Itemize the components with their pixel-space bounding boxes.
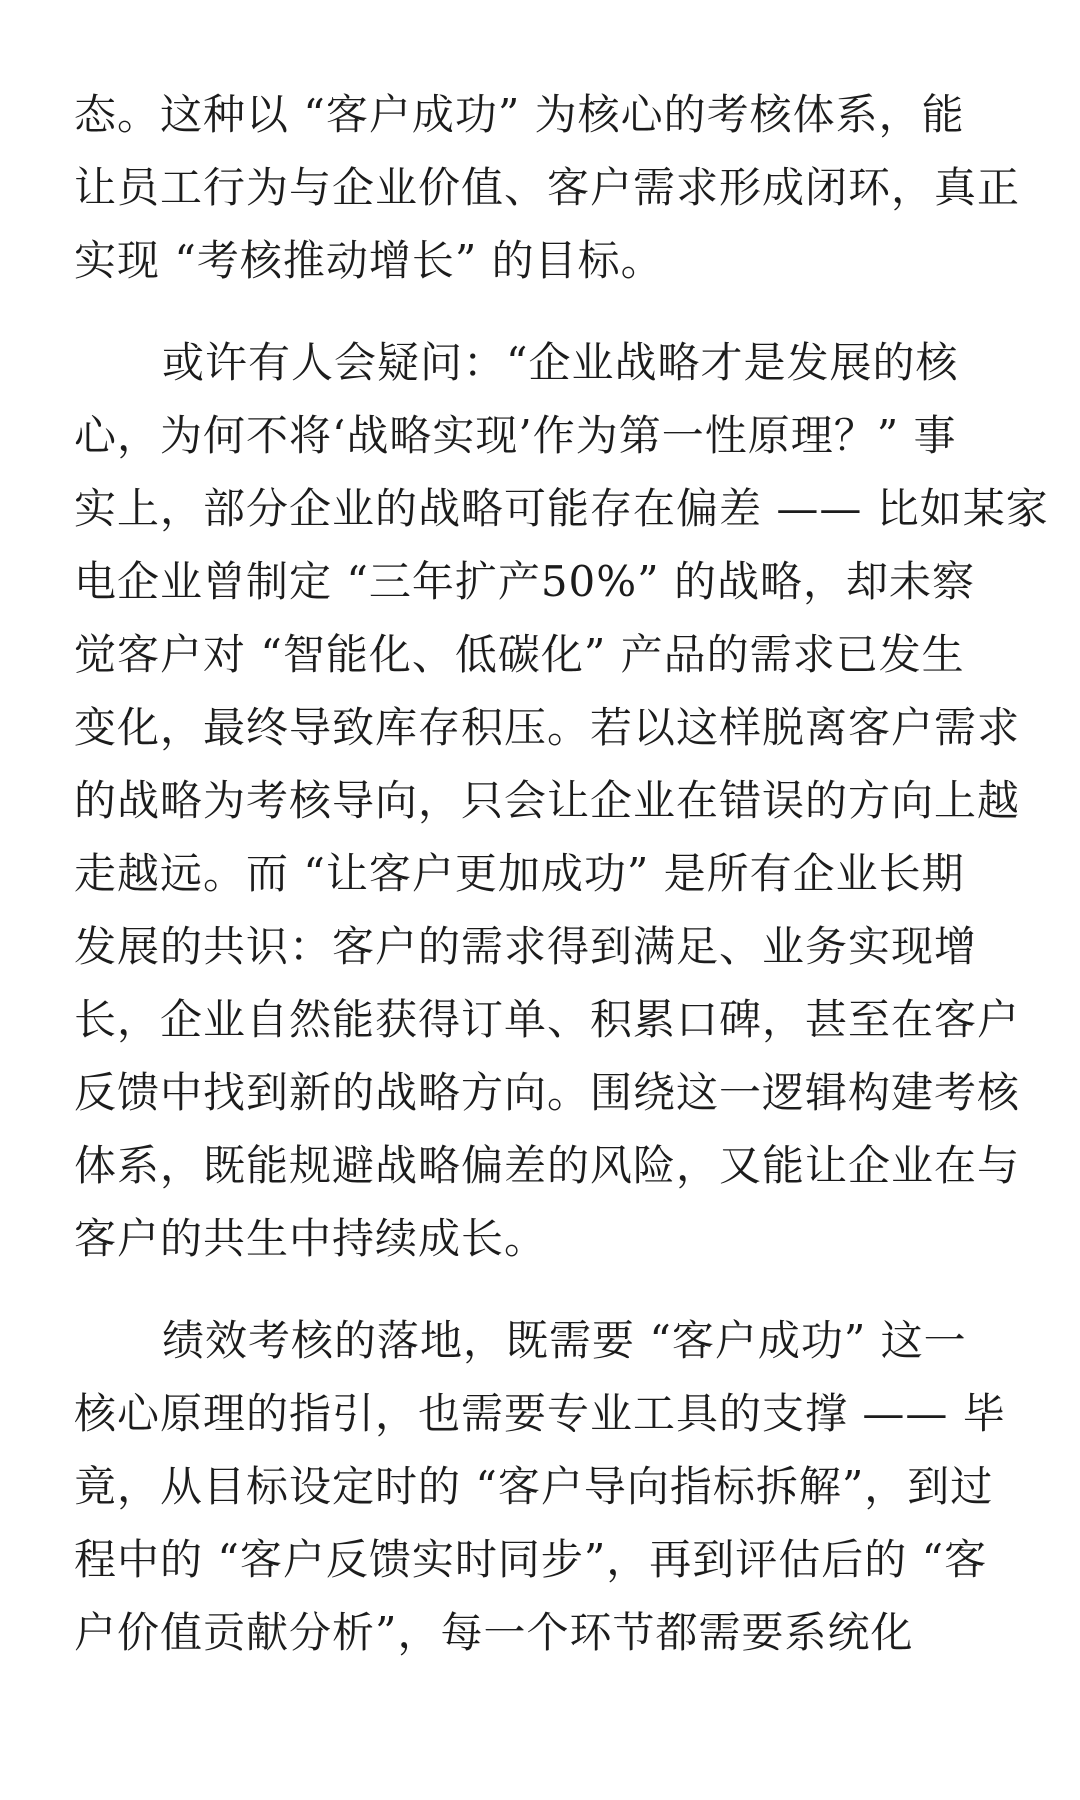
text-line: 态。这种以 “客户成功” 为核心的考核体系，能: [74, 90, 965, 139]
paragraph-1: [74, 78, 1021, 297]
text-line: 电企业曾制定 “三年扩产50%” 的战略，却未察: [74, 557, 975, 606]
text-line: 体系，既能规避战略偏差的风险，又能让企业在与: [74, 1141, 1021, 1190]
text-line: 绩效考核的落地，既需要 “客户成功” 这一: [162, 1316, 967, 1365]
text-line: 程中的 “客户反馈实时同步”，再到评估后的 “客: [74, 1535, 988, 1584]
text-line: 走越远。而 “让客户更加成功” 是所有企业长期: [74, 849, 965, 898]
text-line: 或许有人会疑问：“企业战略才是发展的核: [162, 338, 959, 387]
paragraph-2: [74, 326, 1049, 1275]
text-line: 觉客户对 “智能化、低碳化” 产品的需求已发生: [74, 630, 965, 679]
text-line: 实上，部分企业的战略可能存在偏差 —— 比如某家: [74, 484, 1049, 533]
paragraph-3: [74, 1304, 1006, 1669]
text-line: 户价值贡献分析”，每一个环节都需要系统化: [74, 1608, 914, 1657]
text-line: 实现 “考核推动增长” 的目标。: [74, 236, 664, 285]
text-line: 的战略为考核导向，只会让企业在错误的方向上越: [74, 776, 1021, 825]
article-body: [74, 78, 1049, 1669]
text-line: 变化，最终导致库存积压。若以这样脱离客户需求: [74, 703, 1021, 752]
text-line: 长，企业自然能获得订单、积累口碑，甚至在客户: [74, 995, 1021, 1044]
text-line: 反馈中找到新的战略方向。围绕这一逻辑构建考核: [74, 1068, 1021, 1117]
text-line: 心，为何不将‘战略实现’作为第一性原理？” 事: [74, 411, 957, 460]
text-line: 让员工行为与企业价值、客户需求形成闭环，真正: [74, 163, 1021, 212]
text-line: 竟，从目标设定时的 “客户导向指标拆解”，到过: [74, 1462, 994, 1511]
text-line: 核心原理的指引，也需要专业工具的支撑 —— 毕: [74, 1389, 1006, 1438]
text-line: 发展的共识：客户的需求得到满足、业务实现增: [74, 922, 978, 971]
text-line: 客户的共生中持续成长。: [74, 1214, 548, 1263]
